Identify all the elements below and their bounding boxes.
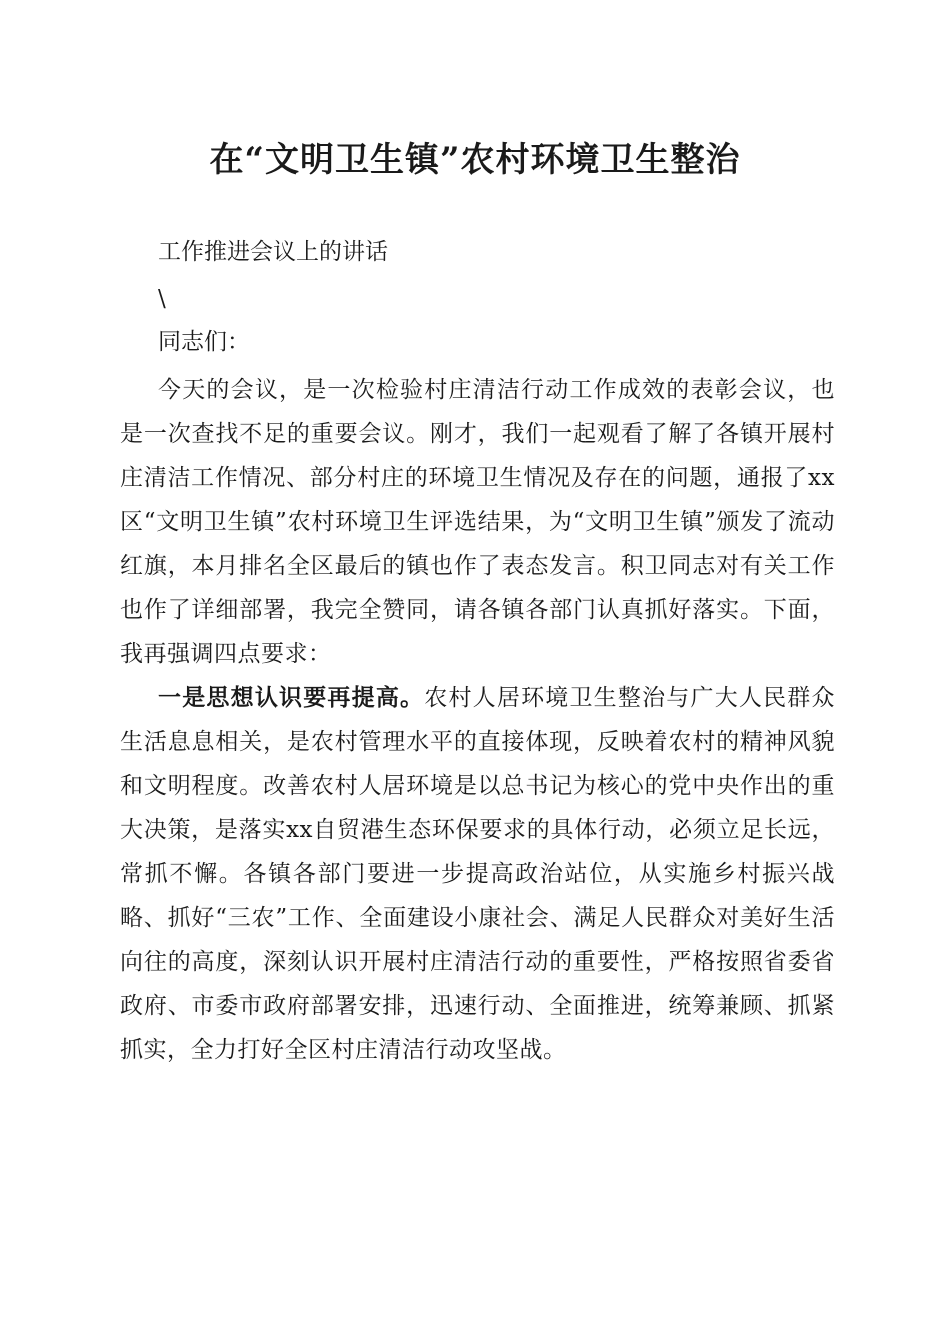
paragraph-intro (120, 368, 835, 676)
paragraph-point-one-text: 农村人居环境卫生整治与广大人民群众生活息息相关，是农村管理水平的直接体现，反映着农村的精神风貌和文明程度。改善农村人居环境是以总书记为核心的党中央作出的重大决策，是落实xx自贸港生态环保要求的具体行动，必须立足长远，常抓不懈。各镇各部门要进一步提高政治站位，从实施乡村振兴战略、抓好“三农”工作、全面建设小康社会、满足人民群众对美好生活向往的高度，深刻认识开展村庄清洁行动的重要性，严格按照省委省政府、市委市政府部署安排，迅速行动、全面推进，统筹兼顾、抓紧抓实，全力打好全区村庄清洁行动攻坚战。 (120, 685, 836, 1063)
paragraph-point-one-lead: 一是思想认识要再提高。 (158, 684, 425, 711)
document-subtitle: 工作推进会议上的讲话 (158, 239, 388, 265)
paragraph-intro-text: 今天的会议，是一次检验村庄清洁行动工作成效的表彰会议，也是一次查找不足的重要会议。刚才，我们一起观看了解了各镇开展村庄清洁工作情况、部分村庄的环境卫生情况及存在的问题，通报了xx区“文明卫生镇”农村环境卫生评选结果，为“文明卫生镇”颁发了流动红旗，本月排名全区最后的镇也作了表态发言。积卫同志对有关工作也作了详细部署，我完全赞同，请各镇各部门认真抓好落实。下面，我再强调四点要求： (120, 377, 835, 667)
separator-mark: \ (158, 286, 166, 312)
document-title: 在“文明卫生镇”农村环境卫生整治 (209, 140, 741, 180)
paragraph-point-one (120, 676, 835, 1072)
document-body (120, 368, 835, 1072)
salutation: 同志们： (158, 329, 250, 355)
